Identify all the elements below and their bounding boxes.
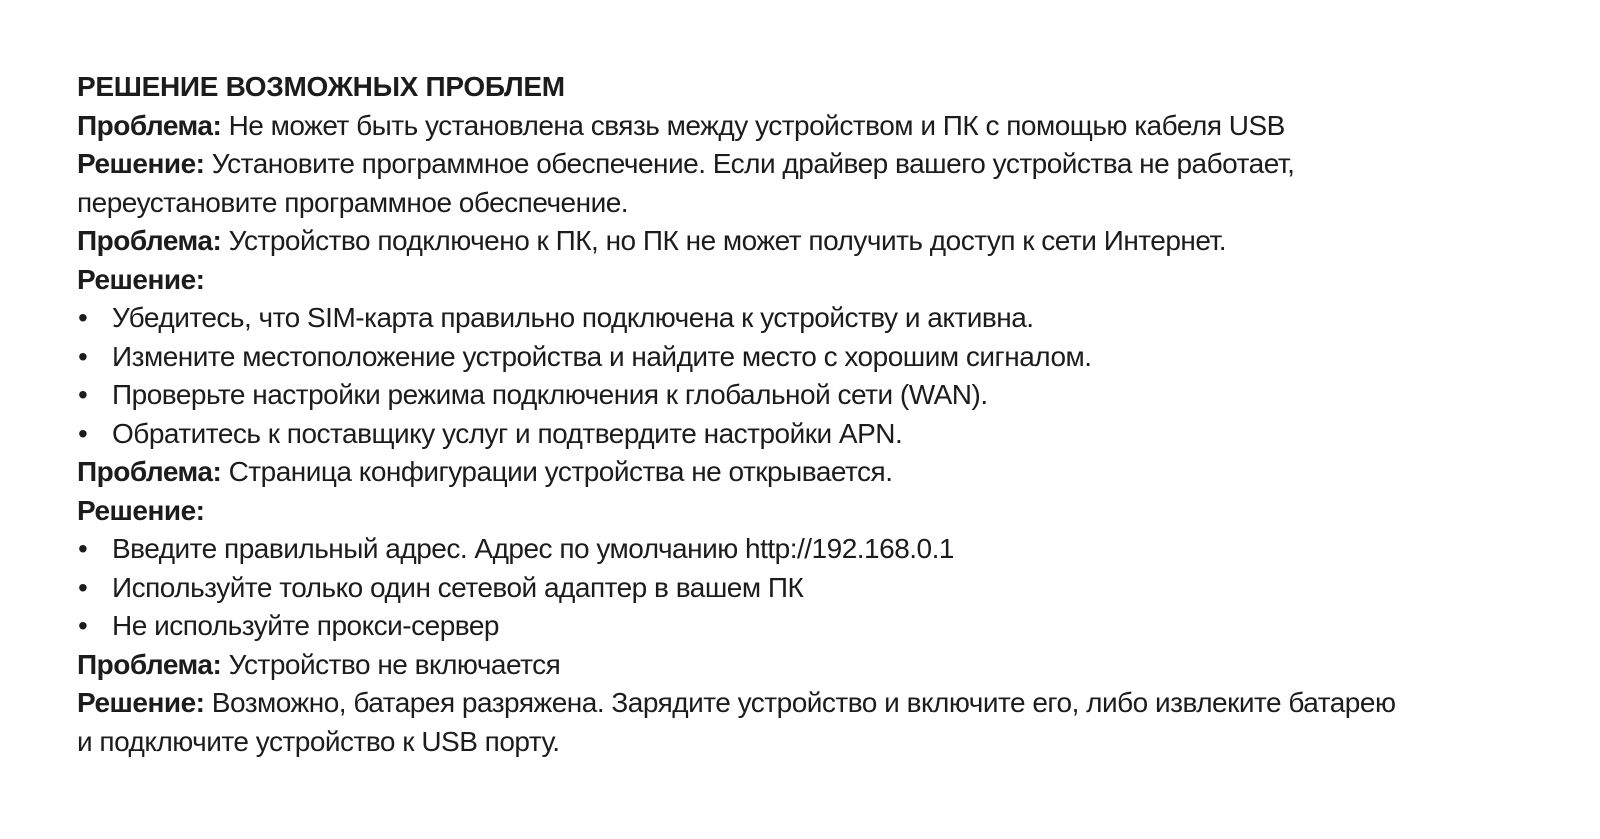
- list-item: • Используйте только один сетевой адаптер в вашем ПК: [77, 569, 1557, 608]
- list-item: • Измените местоположение устройства и найдите место с хорошим сигналом.: [77, 338, 1557, 377]
- bullet-icon: •: [78, 379, 88, 410]
- problem-label: Проблема:: [77, 456, 222, 487]
- problem-label: Проблема:: [77, 648, 222, 680]
- bullet-icon: •: [78, 302, 88, 333]
- problem-4: [77, 646, 1557, 685]
- solution-4-text-line2: и подключите устройство к USB порту.: [77, 725, 560, 757]
- solution-1-text-line2: переустановите программное обеспечение.: [77, 186, 629, 218]
- page-title: РЕШЕНИЕ ВОЗМОЖНЫХ ПРОБЛЕМ: [77, 71, 565, 102]
- solution-4-text-line1: Возможно, батарея разряжена. Зарядите устройство и включите его, либо извлеките батарею: [211, 687, 1396, 718]
- solution-2: [77, 261, 1557, 300]
- troubleshooting-page: [77, 68, 1557, 761]
- problem-3: [77, 453, 1557, 492]
- problem-1: [77, 107, 1557, 146]
- bullet-icon: •: [78, 610, 88, 641]
- problem-label: Проблема:: [77, 225, 222, 256]
- list-item: • Не используйте прокси-сервер: [77, 607, 1557, 646]
- list-item: • Введите правильный адрес. Адрес по умолчанию http://192.168.0.1: [77, 530, 1557, 569]
- bullet-icon: •: [78, 571, 88, 603]
- bullet-icon: •: [78, 340, 88, 372]
- problem-4-text: Устройство не включается: [228, 648, 561, 680]
- solution-label: Решение:: [77, 687, 205, 718]
- bullet-icon: •: [78, 533, 88, 564]
- solution-1-continued: [77, 184, 1557, 223]
- solution-3-list: [77, 530, 1557, 646]
- problem-2: [77, 222, 1557, 261]
- solution-label: Решение:: [77, 148, 205, 179]
- solution-1-text-line1: Установите программное обеспечение. Если драйвер вашего устройства не работает,: [211, 148, 1295, 179]
- bullet-icon: •: [78, 417, 88, 449]
- list-item: • Обратитесь к поставщику услуг и подтвердите настройки APN.: [77, 415, 1557, 454]
- problem-2-text: Устройство подключено к ПК, но ПК не может получить доступ к сети Интернет.: [228, 225, 1227, 256]
- list-item: • Проверьте настройки режима подключения к глобальной сети (WAN).: [77, 376, 1557, 415]
- solution-1: [77, 145, 1557, 184]
- solution-label: Решение:: [77, 494, 205, 526]
- solution-label: Решение:: [77, 263, 205, 295]
- list-item: • Убедитесь, что SIM-карта правильно подключена к устройству и активна.: [77, 299, 1557, 338]
- solution-4-continued: [77, 723, 1557, 762]
- solution-4: [77, 684, 1557, 723]
- problem-label: Проблема:: [77, 109, 222, 141]
- solution-2-list: [77, 299, 1557, 453]
- problem-3-text: Страница конфигурации устройства не открывается.: [228, 456, 893, 487]
- problem-1-text: Не может быть установлена связь между устройством и ПК с помощью кабеля USB: [228, 109, 1285, 141]
- solution-3: [77, 492, 1557, 531]
